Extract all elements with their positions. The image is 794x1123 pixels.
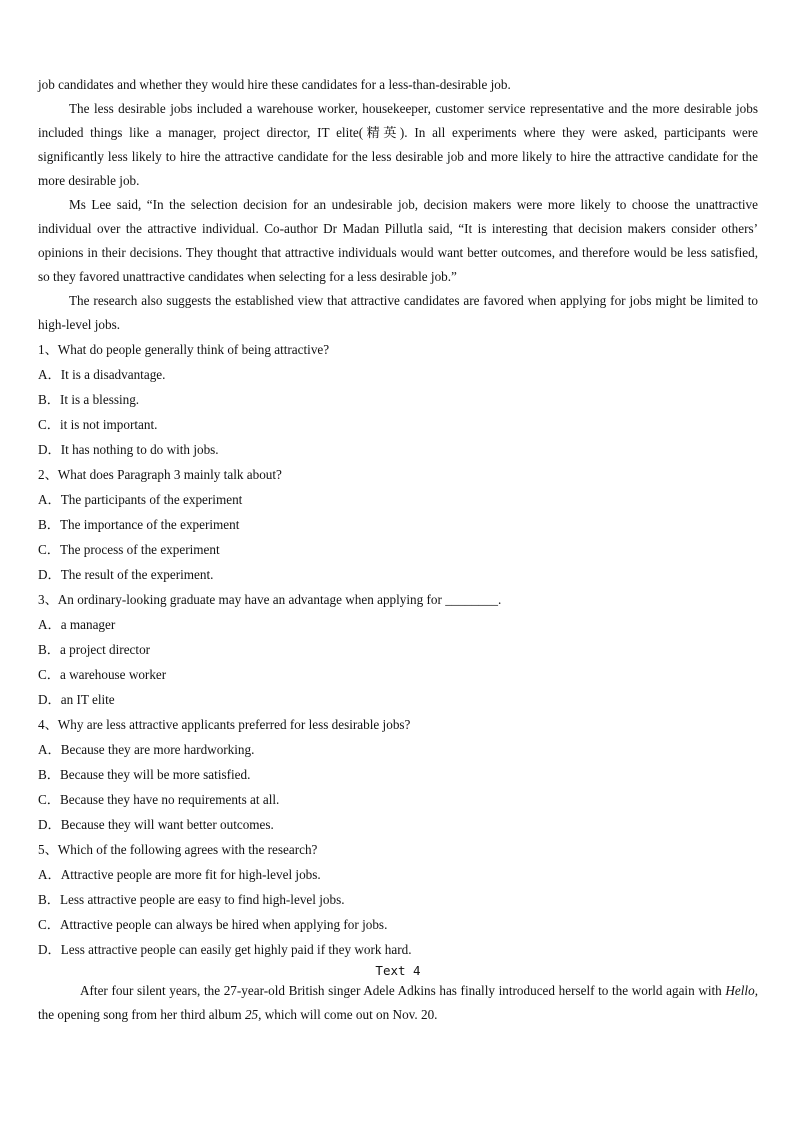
question-1 — [38, 337, 758, 462]
passage-paragraph-quotes: Ms Lee said, “In the selection decision for an undesirable job, decision makers were more likely to choose the unattractive individual over the attractive individual. Co-author Dr Madan Pillutla said, “It is interesting that decision makers consider others’ opinions in their decisions. They thought that attractive individuals would want better outcomes, and therefore would be less satisfied, so they favored unattractive candidates when selecting for a less desirable job.” — [38, 197, 758, 284]
option-a: A．It is a disadvantage. — [38, 367, 166, 382]
song-title: Hello — [725, 983, 755, 998]
option-d: D．It has nothing to do with jobs. — [38, 442, 219, 457]
question-stem: 3、An ordinary-looking graduate may have an advantage when applying for ________. — [38, 592, 502, 607]
option-d: D．an IT elite — [38, 692, 115, 707]
option-b: B．It is a blessing. — [38, 392, 140, 407]
option-a: A．The participants of the experiment — [38, 492, 243, 507]
question-4 — [38, 712, 758, 837]
option-c: C．it is not important. — [38, 417, 158, 432]
text4-part1: After four silent years, the 27-year-old British singer Adele Adkins has finally introduced herself to the world again with — [80, 983, 726, 998]
question-stem: 5、Which of the following agrees with the research? — [38, 842, 318, 857]
question-3 — [38, 587, 758, 712]
option-d: D．Less attractive people can easily get highly paid if they work hard. — [38, 942, 412, 957]
section-heading: Text 4 — [375, 963, 421, 978]
question-stem: 4、Why are less attractive applicants preferred for less desirable jobs? — [38, 717, 411, 732]
passage-paragraph-jobs: The less desirable jobs included a warehouse worker, housekeeper, customer service representative and the more desirable jobs included things like a manager, project director, IT elite(精英). In all experiments where they were asked, participants were significantly less likely to hire the attractive candidate for the less desirable job and more likely to hire the attractive candidate for the more desirable job. — [38, 101, 758, 188]
passage-paragraph-conclusion: The research also suggests the established view that attractive candidates are favored when applying for jobs might be limited to high-level jobs. — [38, 293, 758, 332]
option-a: A．Because they are more hardworking. — [38, 742, 255, 757]
question-stem: 1、What do people generally think of being attractive? — [38, 342, 330, 357]
option-b: B．a project director — [38, 642, 151, 657]
option-c: C．The process of the experiment — [38, 542, 220, 557]
question-2 — [38, 462, 758, 587]
option-d: D．Because they will want better outcomes. — [38, 817, 274, 832]
document-page — [38, 73, 758, 1027]
option-b: B．The importance of the experiment — [38, 517, 240, 532]
option-c: C．Because they have no requirements at all. — [38, 792, 280, 807]
option-b: B．Less attractive people are easy to find high-level jobs. — [38, 892, 345, 907]
option-d: D．The result of the experiment. — [38, 567, 214, 582]
option-a: A．a manager — [38, 617, 116, 632]
text4-part3: , which will come out on Nov. 20. — [258, 1007, 438, 1022]
text4-part2: , the opening song from her third album — [38, 983, 758, 1022]
option-c: C．a warehouse worker — [38, 667, 167, 682]
question-stem: 2、What does Paragraph 3 mainly talk about? — [38, 467, 282, 482]
option-b: B．Because they will be more satisfied. — [38, 767, 251, 782]
album-title: 25 — [244, 1007, 259, 1022]
question-5 — [38, 837, 758, 962]
text4-paragraph — [38, 979, 758, 1027]
option-a: A．Attractive people are more fit for high-level jobs. — [38, 867, 321, 882]
option-c: C．Attractive people can always be hired when applying for jobs. — [38, 917, 388, 932]
passage-line: job candidates and whether they would hire these candidates for a less-than-desirable job. — [38, 77, 511, 92]
